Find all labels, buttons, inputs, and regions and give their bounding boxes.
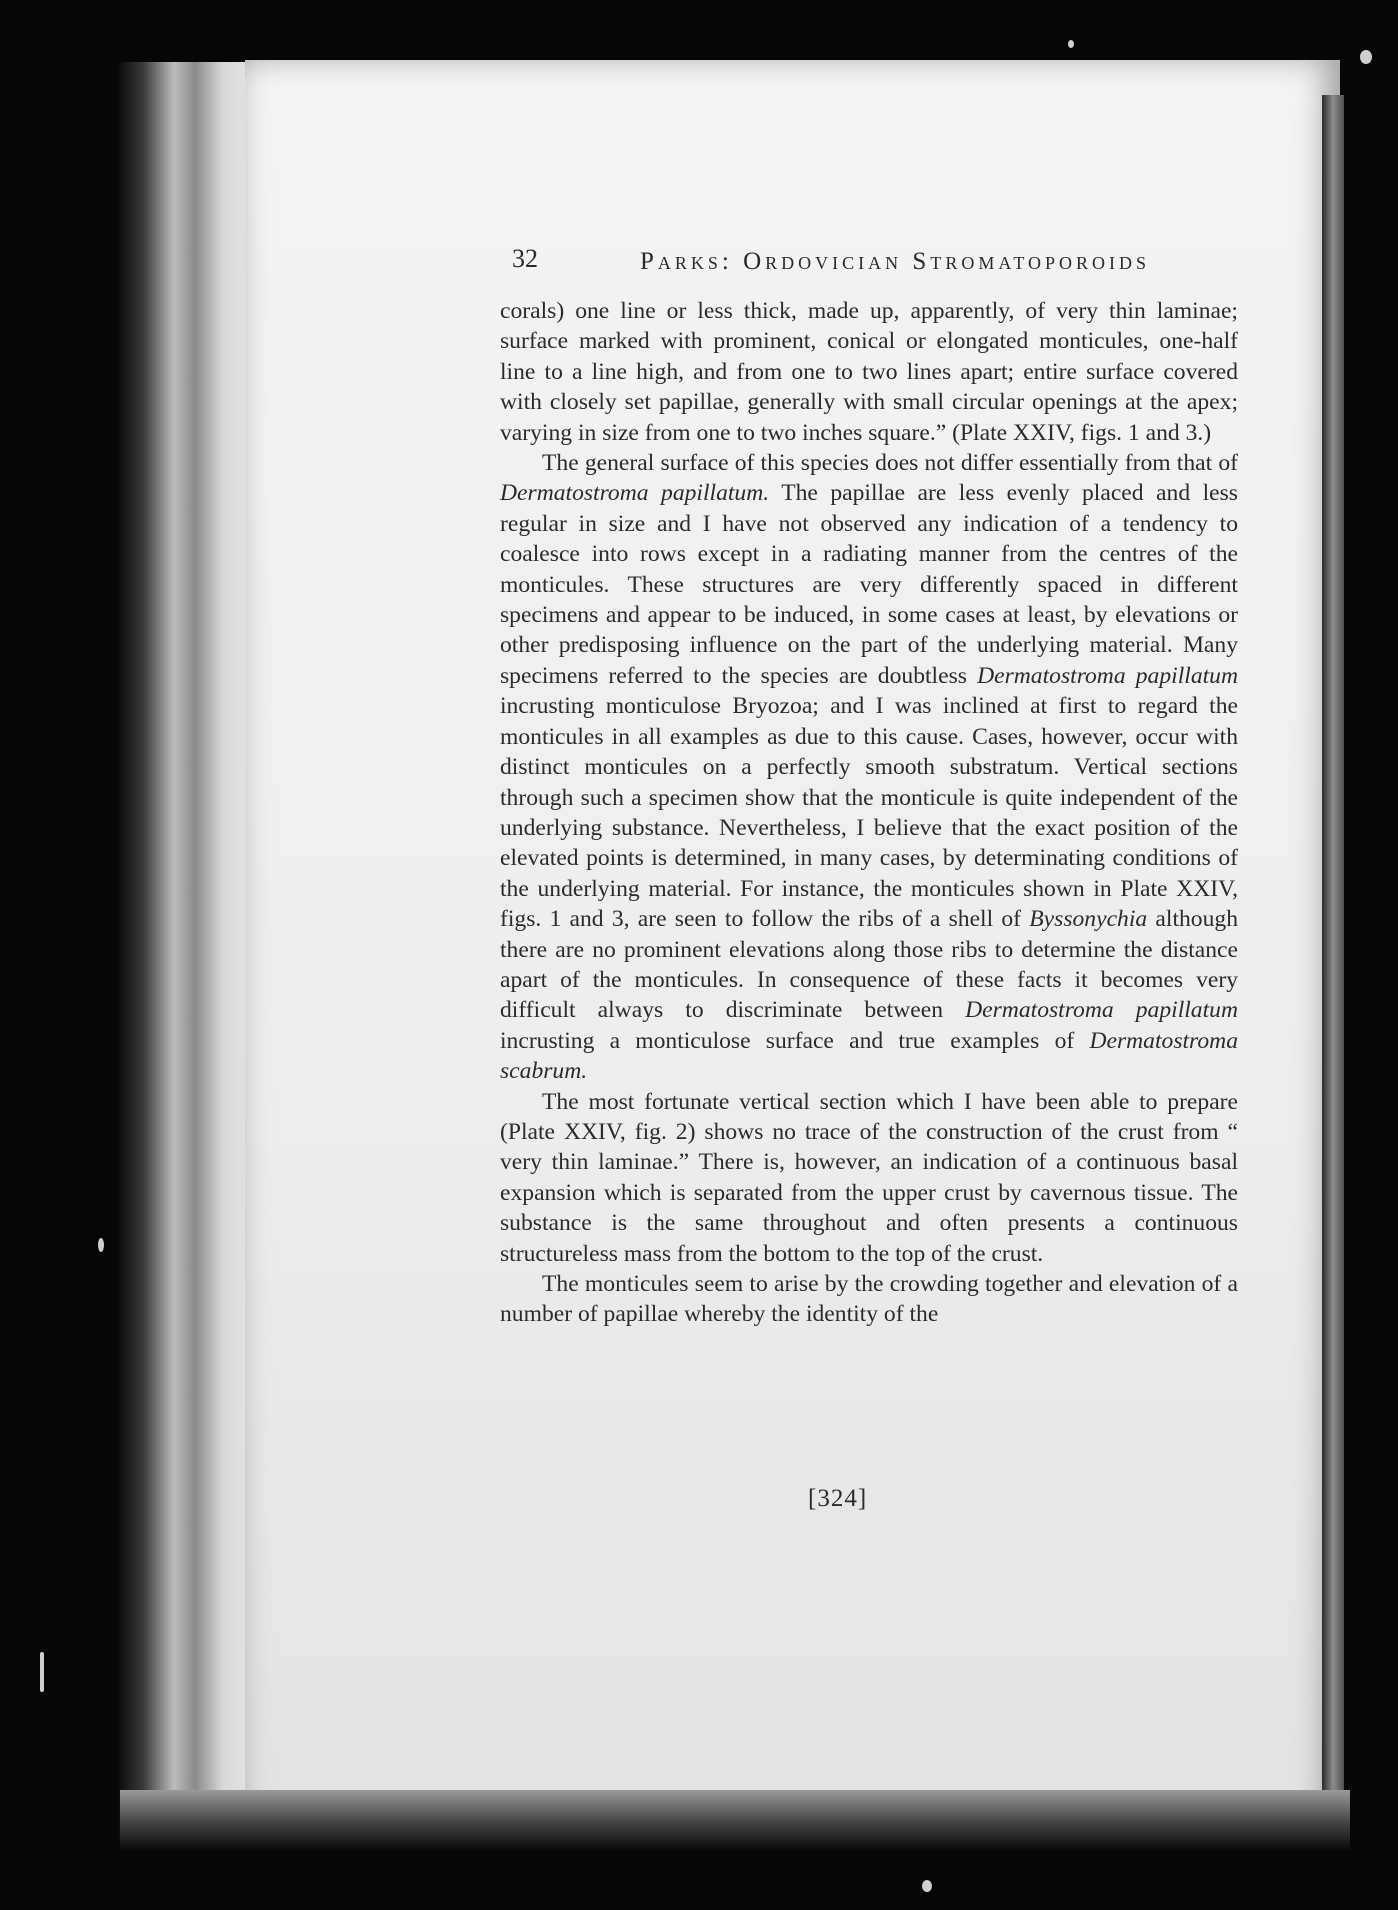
text-run: The papillae are less evenly placed and less regular in size and I have not observed any indication of a tendency to coalesce into rows except in a radiating manner from the centres of the monticules. These structures are very differently spaced in different specimens and appear to be induced, in some cases at least, by elevations or other predisposing influence on the part of the underlying material. Many specimens referred to the species are doubtless: [500, 480, 1238, 689]
text-run: The general surface of this species does not differ essentially from that of: [542, 450, 1238, 477]
page-number-footer: [324]: [808, 1485, 868, 1512]
dust-speck: [40, 1652, 44, 1692]
text-run: incrusting a monticulose surface and true examples of: [500, 1027, 1090, 1054]
page-number-top: 32: [512, 244, 538, 273]
paragraph: [500, 1087, 1238, 1269]
bottom-page-shadow: [120, 1790, 1350, 1850]
body-text: [500, 296, 1238, 1330]
italic-text: Byssonychia: [1029, 906, 1148, 933]
text-run: corals) one line or less thick, made up, apparently, of very thin laminae; surface marked with prominent, conical or elongated monticules, one-half line to a line high, and from one to two lines apart; entire surface covered with closely set papillae, generally with small circular openings at the apex; varying in size from one to two inches square.” (Plate XXIV, figs. 1 and 3.): [500, 298, 1238, 446]
text-run: The most fortunate vertical section which I have been able to prepare (Plate XXIV, fig. 2) shows no trace of the construction of the crust from “ very thin laminae.” There is, however, an indication of a continuous basal expansion which is separated from the upper crust by cavernous tissue. The substance is the same throughout and often presents a continuous structureless mass from the bottom to the top of the crust.: [500, 1088, 1238, 1267]
paragraph: [500, 1269, 1238, 1330]
text-run: incrusting monticulose Bryozoa; and I was inclined at first to regard the monticules in all examples as due to this cause. Cases, however, occur with distinct monticules on a perfectly smooth substratum. Vertical sections through such a specimen show that the monticule is quite independent of the underlying substance. Nevertheless, I believe that the exact position of the elevated points is determined, in many cases, by determinating conditions of the underlying material. For instance, the monticules shown in Plate XXIV, figs. 1 and 3, are seen to follow the ribs of a shell of: [500, 693, 1238, 933]
text-run: The monticules seem to arise by the crowding together and elevation of a number of papillae whereby the identity of the: [500, 1271, 1238, 1328]
paragraph: [500, 448, 1238, 1087]
italic-text: Dermatostroma papillatum: [965, 997, 1238, 1024]
dust-speck: [1068, 40, 1074, 48]
running-head-title: Parks: Ordovician Stromatoporoids: [640, 248, 1151, 275]
book-binding-edge: [118, 62, 258, 1842]
text-run: although there are no prominent elevations along those ribs to determine the distance apart of the monticules. In consequence of these facts it becomes very difficult always to discriminate between: [500, 906, 1238, 1024]
dust-speck: [1360, 50, 1372, 64]
dust-speck: [922, 1880, 932, 1892]
italic-text: Dermatostroma scabrum.: [500, 1027, 1238, 1085]
right-page-edge: [1322, 95, 1344, 1840]
italic-text: Dermatostroma papillatum.: [500, 480, 770, 507]
paragraph: [500, 296, 1238, 448]
dust-speck: [98, 1238, 104, 1252]
italic-text: Dermatostroma papillatum: [977, 662, 1239, 689]
